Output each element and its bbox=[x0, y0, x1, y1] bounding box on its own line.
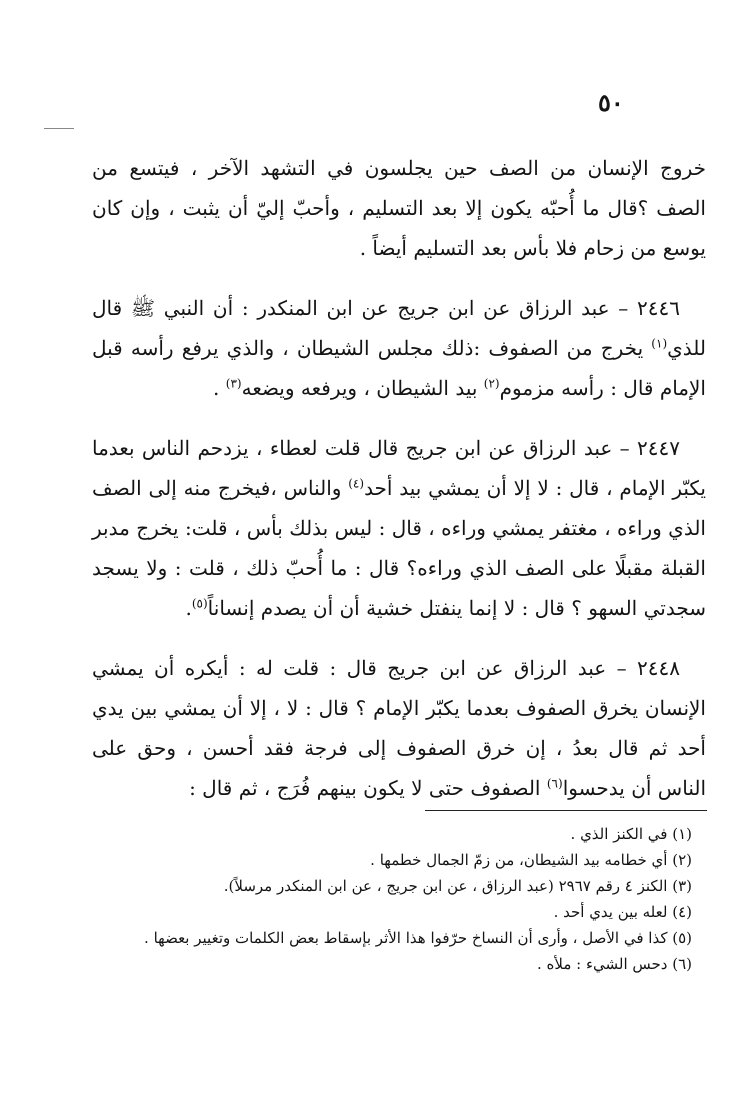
margin-mark bbox=[44, 128, 74, 129]
footnote-ref-6: (٦) bbox=[546, 776, 563, 791]
hadith-2446 bbox=[92, 288, 706, 408]
footnote-ref-1: (١) bbox=[651, 336, 668, 351]
hadith-2447-text-3: . bbox=[185, 596, 192, 620]
footnote-ref-3: (٣) bbox=[225, 376, 242, 391]
footnote-5: (٥) كذا في الأصل ، وأرى أن النساخ حرّفوا هذا الأثر بإسقاط بعض الكلمات وتغيير بعضها . bbox=[144, 929, 692, 947]
paragraph-continuation: خروج الإنسان من الصف حين يجلسون في التشهد الآخر ، فيتسع من الصف ؟قال ما أُحبّه يكون إلا بعد التسليم ، وأحبّ إليّ أن يثبت ، وإن كان يوسع من زحام فلا بأس بعد التسليم أيضاً . bbox=[92, 156, 706, 260]
hadith-2448 bbox=[92, 648, 706, 808]
footnote-1: (١) في الكنز الذي . bbox=[570, 825, 692, 843]
hadith-2446-text-2: يخرج من الصفوف :ذلك مجلس الشيطان ، والذي يرفع رأسه قبل الإمام قال : رأسه مزموم bbox=[92, 336, 706, 400]
footnotes bbox=[84, 822, 706, 978]
body-text bbox=[92, 148, 706, 808]
footnote-2: (٢) أي خطامه بيد الشيطان، من زمّ الجمال خطمها . bbox=[370, 851, 692, 869]
page-number: ٥٠ bbox=[598, 88, 624, 117]
hadith-2446-text-4: . bbox=[213, 376, 226, 400]
hadith-2447 bbox=[92, 428, 706, 628]
hadith-2447-text-1: ٢٤٤٧ – عبد الرزاق عن ابن جريج قال قلت لعطاء ، يزدحم الناس بعدما يكبّر الإمام ، قال : لا إلا أن يمشي بيد أحد bbox=[92, 436, 706, 500]
hadith-2447-text-2: والناس ،فيخرج منه إلى الصف الذي وراءه ، مغتفر يمشي وراءه ، قال : ليس بذلك بأس ، قلت: يخرج مدبر القبلة مقبلًا على الصف الذي وراءه؟ قال : ما أُحبّ ذلك ، قلت : ولا يسجد سجدتي السهو ؟ قال : لا إنما ينفتل خشية أن أن يصدم إنساناً bbox=[92, 476, 706, 620]
footnote-ref-2: (٢) bbox=[483, 376, 500, 391]
hadith-2448-text-2: الصفوف حتى لا يكون بينهم فُرَج ، ثم قال : bbox=[189, 776, 547, 800]
footnote-4: (٤) لعله بين يدي أحد . bbox=[553, 903, 692, 921]
footnote-6: (٦) دحس الشيء : ملأه . bbox=[536, 955, 692, 973]
footnote-ref-5: (٥) bbox=[191, 596, 208, 611]
hadith-2446-text-1: ٢٤٤٦ – عبد الرزاق عن ابن جريج عن ابن المنكدر : أن النبي ﷺ قال للذي bbox=[92, 296, 706, 360]
footnote-divider bbox=[425, 810, 707, 811]
footnote-3: (٣) الكنز ٤ رقم ٢٩٦٧ (عبد الرزاق ، عن ابن جريج ، عن ابن المنكدر مرسلاً). bbox=[223, 877, 692, 895]
footnote-ref-4: (٤) bbox=[348, 476, 365, 491]
hadith-2446-text-3: بيد الشيطان ، ويرفعه ويضعه bbox=[241, 376, 484, 400]
hadith-2448-text-1: ٢٤٤٨ – عبد الرزاق عن ابن جريج قال : قلت له : أيكره أن يمشي الإنسان يخرق الصفوف بعدما يكبّر الإمام ؟ قال : لا ، إلا أن يمشي بين يدي أحد ثم قال بعدُ ، إن خرق الصفوف إلى فرجة فقد أحسن ، وحق على الناس أن يدحسوا bbox=[92, 656, 706, 800]
